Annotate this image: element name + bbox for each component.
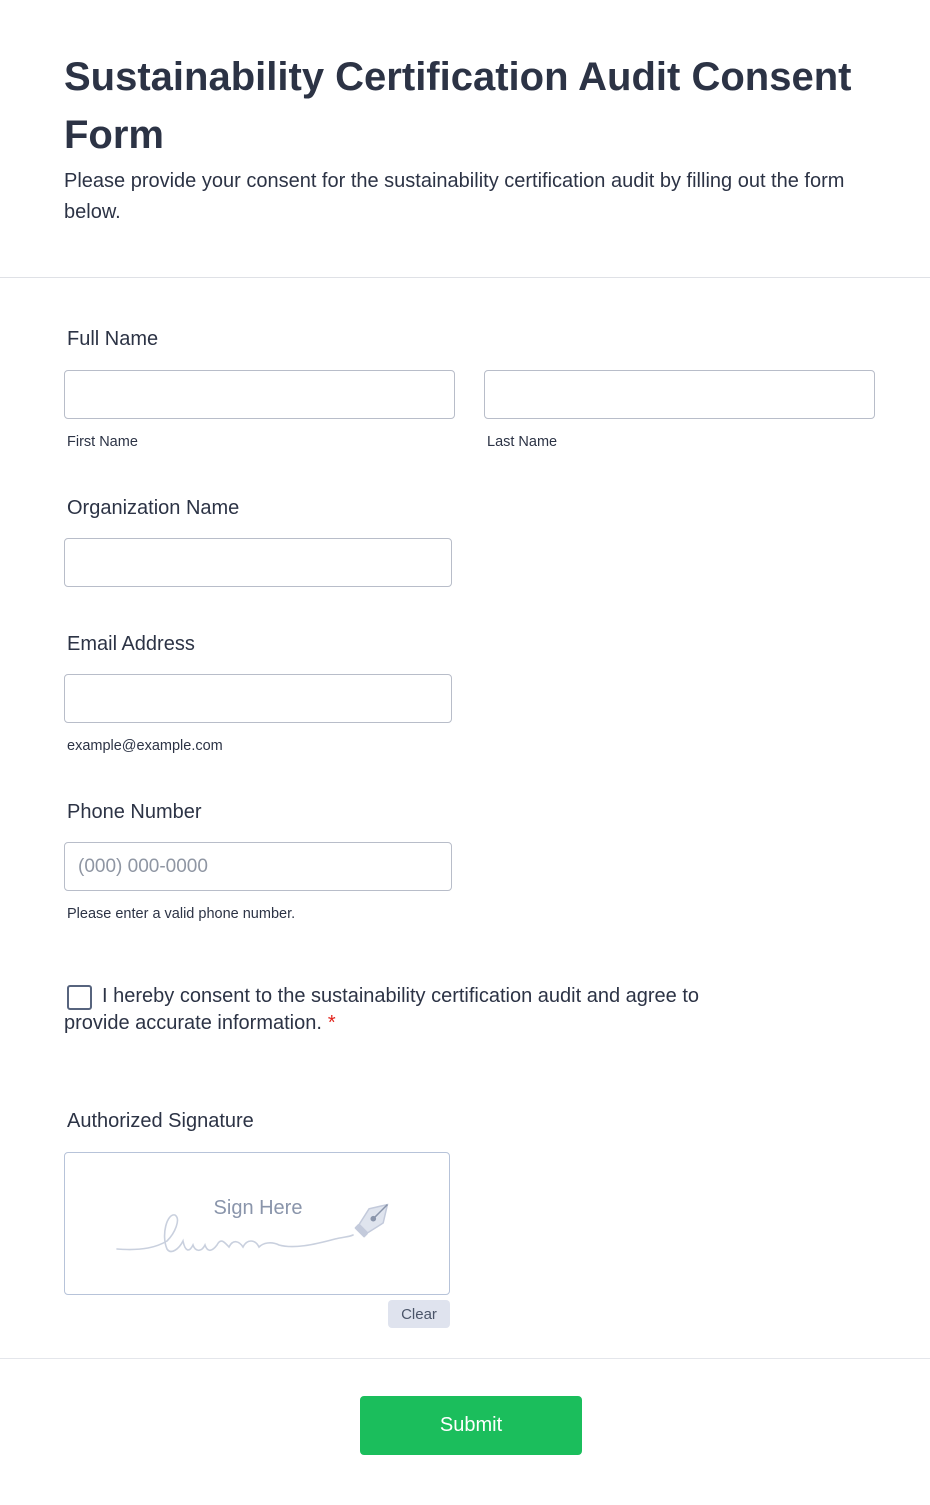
phone-number-label: Phone Number bbox=[67, 801, 202, 823]
consent-label bbox=[64, 983, 764, 1037]
last-name-sublabel: Last Name bbox=[487, 434, 558, 450]
required-asterisk: * bbox=[327, 1012, 336, 1034]
first-name-input[interactable] bbox=[64, 370, 455, 419]
email-address-label: Email Address bbox=[67, 633, 195, 655]
full-name-label: Full Name bbox=[67, 328, 159, 350]
organization-name-label: Organization Name bbox=[67, 497, 240, 519]
consent-text: I hereby consent to the sustainability certification audit and agree to provide accurate information. bbox=[64, 985, 700, 1034]
form-title: Sustainability Certification Audit Consent Form bbox=[64, 55, 852, 157]
footer-divider bbox=[0, 1358, 930, 1359]
last-name-input[interactable] bbox=[484, 370, 875, 419]
organization-name-input[interactable] bbox=[64, 538, 452, 587]
email-address-input[interactable] bbox=[64, 674, 452, 723]
form-description: Please provide your consent for the sustainability certification audit by filling out the form below. bbox=[64, 170, 845, 223]
form-header bbox=[0, 0, 930, 278]
email-sublabel: example@example.com bbox=[67, 738, 223, 754]
clear-signature-button[interactable]: Clear bbox=[388, 1300, 450, 1328]
first-name-sublabel: First Name bbox=[67, 434, 138, 450]
signature-pad[interactable] bbox=[64, 1152, 450, 1295]
authorized-signature-label: Authorized Signature bbox=[67, 1110, 254, 1132]
pen-nib-icon bbox=[351, 1195, 397, 1241]
phone-sublabel: Please enter a valid phone number. bbox=[67, 906, 296, 922]
submit-button[interactable]: Submit bbox=[360, 1396, 582, 1455]
sign-here-placeholder: Sign Here bbox=[213, 1197, 303, 1219]
phone-number-input[interactable] bbox=[64, 842, 452, 891]
